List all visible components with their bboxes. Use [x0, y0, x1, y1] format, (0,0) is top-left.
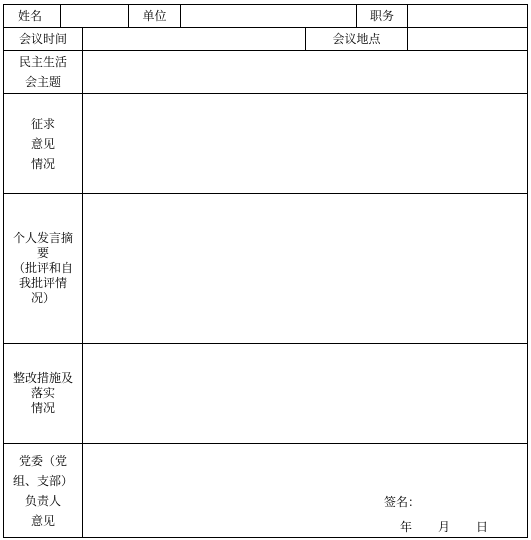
- theme-label: [4, 51, 83, 94]
- party-label: [4, 444, 83, 538]
- row-speech: [4, 194, 528, 344]
- rectify-field[interactable]: [83, 344, 528, 444]
- opinions-label-line-2: 意见: [30, 136, 55, 151]
- rectify-label: [4, 344, 83, 444]
- party-label-line-4: 意见: [30, 513, 55, 528]
- row-rectify: [4, 344, 528, 444]
- democratic-life-meeting-form: [3, 4, 528, 538]
- party-label-line-2: 组、支部）: [12, 473, 73, 488]
- opinions-label-line-1: 征求: [30, 116, 55, 131]
- party-label-line-3: 负责人: [24, 493, 61, 508]
- date-day-label: 日: [476, 520, 489, 534]
- signature-label: 签名：: [384, 495, 421, 509]
- rectify-label-line-2: 落实: [30, 386, 55, 400]
- speech-label-line-4: 我批评情: [18, 276, 67, 290]
- position-label: 职务: [357, 5, 408, 28]
- rectify-label-line-3: 情况: [30, 401, 55, 415]
- row-meeting-info: [4, 28, 528, 51]
- speech-field[interactable]: [83, 194, 528, 344]
- meeting-time-label: 会议时间: [4, 28, 83, 51]
- theme-label-line-2: 会主题: [24, 75, 61, 89]
- unit-label: 单位: [129, 5, 181, 28]
- row-theme: [4, 51, 528, 94]
- speech-label: [4, 194, 83, 344]
- row-party-opinion: [4, 444, 528, 538]
- rectify-label-line-1: 整改措施及: [12, 371, 73, 385]
- date-month-label: 月: [438, 520, 451, 534]
- speech-label-line-2: 要: [36, 246, 49, 260]
- opinions-label-line-3: 情况: [30, 156, 55, 171]
- theme-field[interactable]: [83, 51, 528, 94]
- opinions-label: [4, 94, 83, 194]
- row-basic-info: [4, 5, 528, 28]
- theme-label-line-1: 民主生活: [18, 55, 67, 69]
- name-field[interactable]: [61, 5, 129, 28]
- row-opinions: [4, 94, 528, 194]
- party-opinion-field[interactable]: [83, 444, 528, 538]
- speech-label-line-5: 况）: [30, 291, 55, 305]
- unit-field[interactable]: [181, 5, 357, 28]
- date-year-label: 年: [400, 520, 413, 534]
- meeting-time-field[interactable]: [83, 28, 306, 51]
- meeting-place-label: 会议地点: [306, 28, 408, 51]
- speech-label-line-3: （批评和自: [12, 261, 73, 275]
- meeting-place-field[interactable]: [408, 28, 528, 51]
- speech-label-line-1: 个人发言摘: [12, 231, 73, 245]
- name-label: 姓名: [4, 5, 61, 28]
- opinions-field[interactable]: [83, 94, 528, 194]
- party-label-line-1: 党委（党: [18, 453, 67, 468]
- position-field[interactable]: [408, 5, 528, 28]
